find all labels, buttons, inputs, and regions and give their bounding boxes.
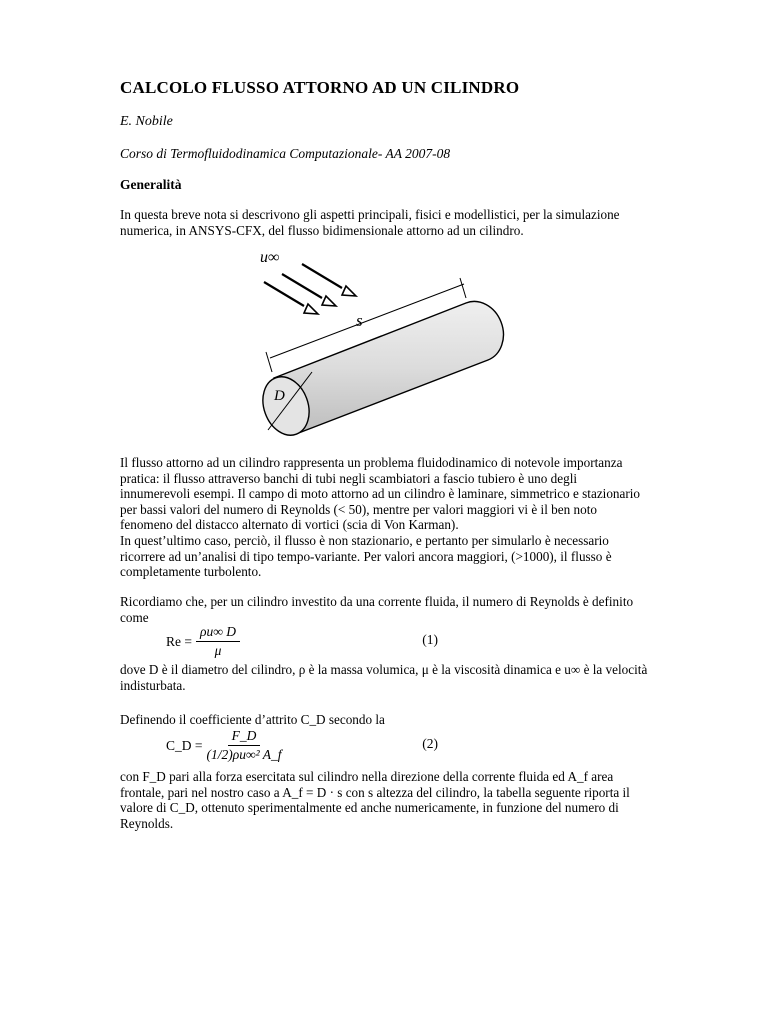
eq2-numerator: F_D [228,728,261,746]
eq2-denominator: (1/2)ρu∞² A_f [206,747,282,762]
course-name: Corso di Termofluidodinamica Computazionale- AA 2007-08 [120,146,451,161]
paragraph-reynolds: Ricordiamo che, per un cilindro investito da una corrente fluida, il numero di Reynolds è definito come [120,594,634,625]
eq1-denominator: μ [214,643,222,658]
paragraph-where: dove D è il diametro del cilindro, ρ è la massa volumica, μ è la viscosità dinamica e u∞ è la velocità indisturbata. [120,662,648,693]
eq1-lhs: Re = [166,633,192,649]
eq1-fraction [196,624,240,659]
length-label: s [356,311,363,330]
author: E. Nobile [120,114,173,129]
eq1-numerator: ρu∞ D [196,624,240,642]
section-heading: Generalità [120,177,182,192]
paragraph-flow-text: Il flusso attorno ad un cilindro rappresenta un problema fluidodinamico di notevole importanza pratica: il flusso attraverso banchi di tubi negli scambiatori a fascio tubiero è uno degli innumerevoli esempi. Il campo di moto attorno ad un cilindro è laminare, simmetrico e stazionario per bassi valori del numero di Reynolds (< 50), mentre per valori maggiori vi è il ben noto fenomeno del distacco alternato di vortici (scia di Von Karman). [120,455,641,533]
equation-drag-coefficient [120,728,648,764]
equation-reynolds [120,624,648,660]
eq2-number: (2) [422,736,438,751]
diameter-label: D [274,388,285,404]
paragraph-drag: Definendo il coefficiente d’attrito C_D secondo la [120,712,385,727]
paragraph-flow [120,455,648,580]
eq2-fraction [207,728,282,763]
eq1-number: (1) [422,632,438,647]
eq2-lhs: C_D = [166,737,203,753]
paragraph-unsteady-text: In quest’ultimo caso, perciò, il flusso è non stazionario, e pertanto per simularlo è necessario ricorrere ad un’analisi di tipo tempo-variante. Per valori ancora maggiori, (>1000), il flusso è completamente turbolento. [120,532,612,580]
cylinder-diagram [250,248,520,438]
document-title: CALCOLO FLUSSO ATTORNO AD UN CILINDRO [120,78,520,97]
arrow-heads [304,286,356,314]
paragraph-intro: In questa breve nota si descrivono gli aspetti principali, fisici e modellistici, per la simulazione numerica, in ANSYS-CFX, del flusso bidimensionale attorno ad un cilindro. [120,207,620,238]
paragraph-final: con F_D pari alla forza esercitata sul cilindro nella direzione della corrente fluida ed A_f area frontale, pari nel nostro caso a A_f = D · s con s altezza del cilindro, la tabella seguente riporta il valore di C_D, ottenuto sperimentalmente ed anche numericamente, in funzione del numero di Reynolds. [120,769,630,831]
velocity-label: u∞ [260,249,280,266]
cylinder-figure [250,248,520,438]
